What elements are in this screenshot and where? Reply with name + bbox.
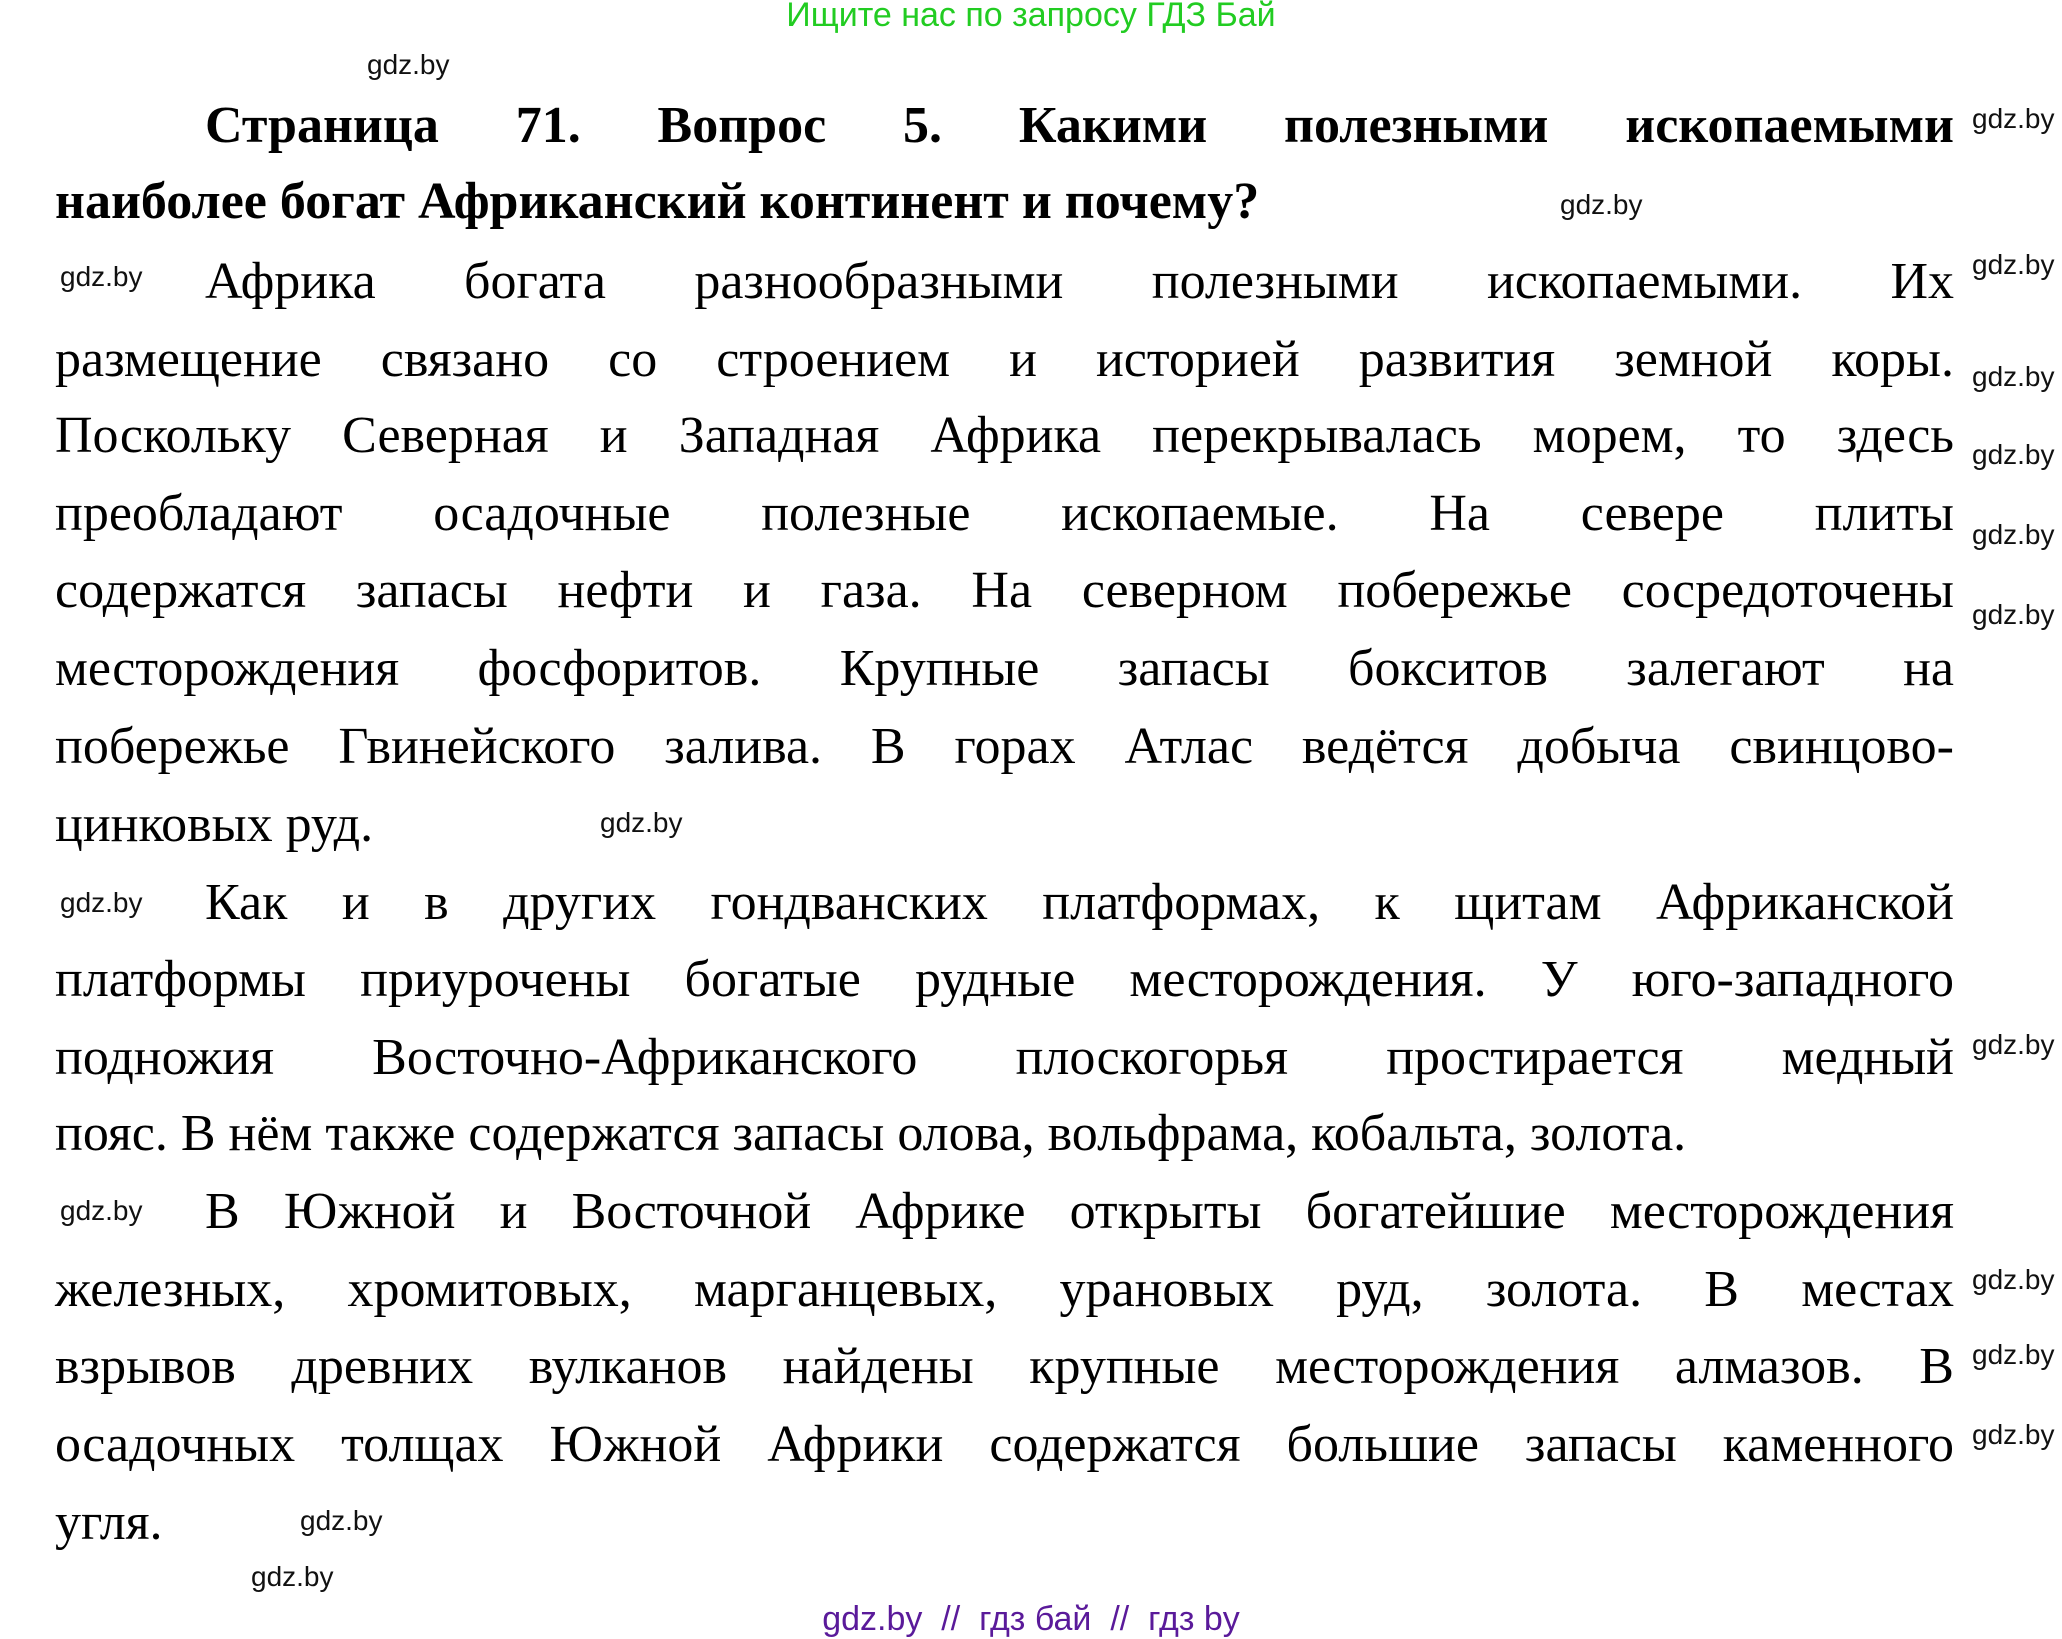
answer-line: подножия Восточно-Африканского плоскогорья простирается медный (55, 1029, 1954, 1086)
watermark: gdz.by (1972, 1339, 2055, 1370)
question-title-line-2: наиболее богат Африканский континент и почему? (55, 173, 1260, 230)
watermark: gdz.by (60, 887, 143, 918)
watermark: gdz.by (1560, 189, 1643, 220)
watermark: gdz.by (367, 49, 450, 80)
watermark: gdz.by (251, 1561, 334, 1592)
search-banner: Ищите нас по запросу ГДЗ Бай (786, 0, 1276, 34)
watermark: gdz.by (1972, 103, 2055, 134)
watermark: gdz.by (300, 1505, 383, 1536)
answer-line: преобладают осадочные полезные ископаемые. На севере плиты (55, 485, 1954, 542)
answer-line: В Южной и Восточной Африке открыты богатейшие месторождения (205, 1183, 1954, 1240)
answer-line: взрывов древних вулканов найдены крупные месторождения алмазов. В (55, 1338, 1954, 1395)
answer-line: платформы приурочены богатые рудные месторождения. У юго-западного (55, 951, 1954, 1008)
answer-line: размещение связано со строением и историей развития земной коры. (55, 331, 1954, 388)
answer-line: угля. (55, 1494, 163, 1551)
answer-line: пояс. В нём также содержатся запасы олова, вольфрама, кобальта, золота. (55, 1105, 1687, 1162)
watermark: gdz.by (600, 807, 683, 838)
watermark: gdz.by (60, 1195, 143, 1226)
answer-line: содержатся запасы нефти и газа. На северном побережье сосредоточены (55, 562, 1954, 619)
answer-line: Поскольку Северная и Западная Африка перекрывалась морем, то здесь (55, 407, 1954, 464)
answer-line: побережье Гвинейского залива. В горах Атлас ведётся добыча свинцово- (55, 718, 1954, 775)
watermark: gdz.by (1972, 1419, 2055, 1450)
watermark: gdz.by (1972, 1029, 2055, 1060)
answer-line: железных, хромитовых, марганцевых, урановых руд, золота. В местах (55, 1261, 1954, 1318)
watermark: gdz.by (1972, 519, 2055, 550)
watermark: gdz.by (1972, 599, 2055, 630)
watermark: gdz.by (1972, 1264, 2055, 1295)
answer-line: цинковых руд. (55, 796, 374, 853)
answer-line: месторождения фосфоритов. Крупные запасы бокситов залегают на (55, 640, 1954, 697)
answer-line: Африка богата разнообразными полезными ископаемыми. Их (205, 253, 1954, 310)
watermark: gdz.by (60, 261, 143, 292)
watermark: gdz.by (1972, 249, 2055, 280)
answer-line: Как и в других гондванских платформах, к щитам Африканской (205, 874, 1954, 931)
answer-line: осадочных толщах Южной Африки содержатся большие запасы каменного (55, 1416, 1954, 1473)
footer-banner: gdz.by // гдз бай // гдз by (822, 1600, 1240, 1638)
question-title-line-1: Страница 71. Вопрос 5. Какими полезными ископаемыми (205, 97, 1954, 154)
watermark: gdz.by (1972, 361, 2055, 392)
watermark: gdz.by (1972, 439, 2055, 470)
